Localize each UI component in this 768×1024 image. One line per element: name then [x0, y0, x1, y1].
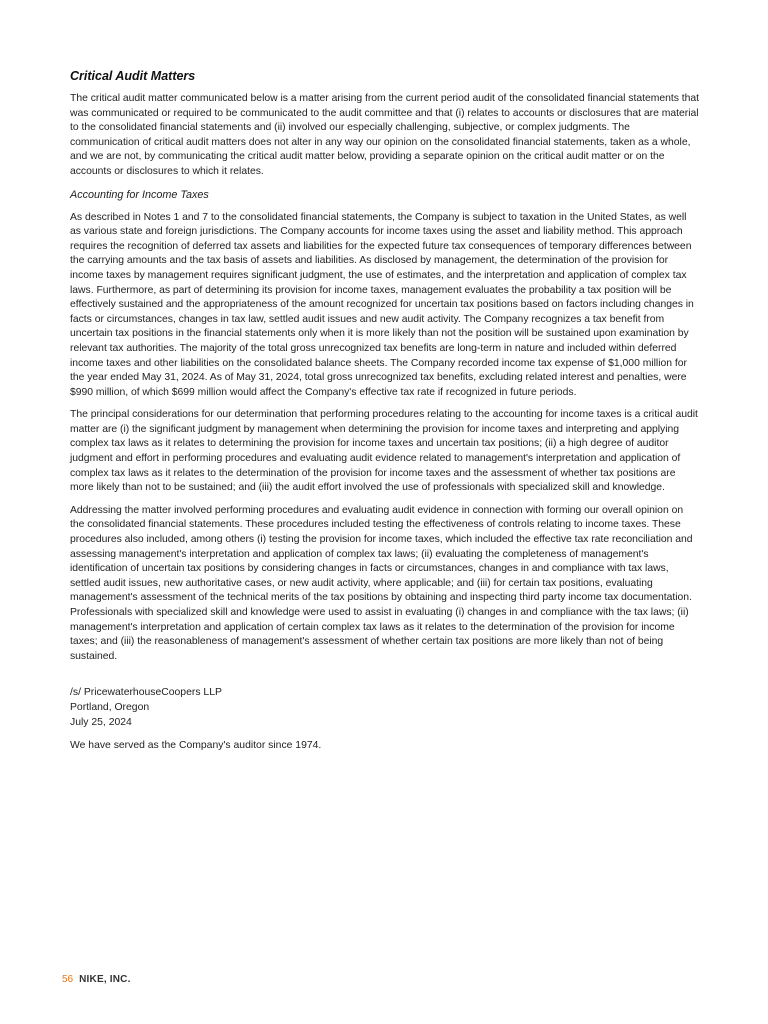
signature-block — [70, 686, 700, 730]
page-footer — [62, 973, 131, 987]
signature-date: July 25, 2024 — [70, 716, 132, 728]
page-number: 56 — [62, 974, 74, 985]
section-title: Critical Audit Matters — [70, 69, 196, 83]
intro-paragraph: The critical audit matter communicated below is a matter arising from the current period audit of the consolidated financial statements that was communicated or required to be communicated to the audit committee and that (i) relates to accounts or disclosures that are material to the consolidated financial statements and (ii) involved our especially challenging, subjective, or complex judgments. The communication of critical audit matters does not alter in any way our opinion on the consolidated financial statements, taken as a whole, and we are not, by communicating the critical audit matter below, providing a separate opinion on the critical audit matter or on the accounts or disclosures to which it relates. — [70, 93, 700, 177]
paragraph-principal-considerations: The principal considerations for our determination that performing procedures relating to the accounting for income taxes is a critical audit matter are (i) the significant judgment by management when determining the provision for income taxes and interpreting and applying complex tax laws as it relates to determining the provision for income taxes and uncertain tax positions; (ii) a high degree of auditor judgment and effort in performing procedures and evaluating audit evidence related to management's interpretation and application of complex tax laws as it relates to the determination of the provision for income taxes and the assessment of whether tax positions are more likely than not to be sustained; and (iii) the audit effort involved the use of professionals with specialized skill and knowledge. — [70, 409, 698, 494]
auditor-tenure-statement: We have served as the Company's auditor since 1974. — [70, 740, 322, 752]
company-name: NIKE, INC. — [79, 974, 131, 985]
signature-firm: /s/ PricewaterhouseCoopers LLP — [70, 687, 222, 699]
paragraph-procedures: Addressing the matter involved performing procedures and evaluating audit evidence in connection with forming our overall opinion on the consolidated financial statements. These procedures included testing the effectiveness of controls relating to income taxes. These procedures also included, among others (i) testing the provision for income taxes, which included the effective tax rate reconciliation and assessing management's interpretation and application of complex tax laws; (ii) evaluating the completeness of management's identification of uncertain tax positions by considering changes in facts or circumstances, changes in and compliance with tax laws, settled audit issues, new authoritative cases, or new audit activity, where applicable; and (iii) for certain tax positions, evaluating management's assessment of the technical merits of the tax positions by obtaining and inspecting third party income tax documentation. Professionals with specialized skill and knowledge were used to assist in evaluating (i) changes in and compliance with the tax laws; (ii) management's interpretation and application of certain complex tax laws as it relates to the determination of the provision for income taxes; and (iii) the reasonableness of management's assessment of whether certain tax positions are more likely than not of being sustained. — [70, 504, 693, 662]
subheading: Accounting for Income Taxes — [70, 188, 209, 201]
signature-location: Portland, Oregon — [70, 701, 150, 713]
document-body — [70, 68, 700, 764]
paragraph-income-taxes-description: As described in Notes 1 and 7 to the consolidated financial statements, the Company is subject to taxation in the United States, as well as various state and foreign jurisdictions. The Company accounts for income taxes using the asset and liability method. This approach requires the recognition of deferred tax assets and liabilities for the expected future tax consequences of temporary differences between the carrying amounts and the tax basis of assets and liabilities. As disclosed by management, the determination of the provision for income taxes by management requires significant judgment, the use of estimates, and the interpretation and application of complex tax laws. Furthermore, as part of determining its provision for income taxes, management evaluates the probability a tax position will be effectively sustained and the appropriateness of the amount recognized for uncertain tax positions based on factors including changes in facts or circumstances, changes in tax law, settled audit issues and new audit activity. The Company recognizes a tax benefit from uncertain tax positions in the financial statements only when it is more likely than not the position will be sustained upon examination by relevant tax authorities. The majority of the total gross unrecognized tax benefits are long-term in nature and included within deferred income taxes and other liabilities on the consolidated balance sheets. The Company recorded income tax expense of $1,000 million for the year ended May 31, 2024. As of May 31, 2024, total gross unrecognized tax benefits, excluding related interest and penalties, were $990 million, of which $699 million would affect the Company's effective tax rate if recognized in future periods. — [70, 211, 694, 398]
